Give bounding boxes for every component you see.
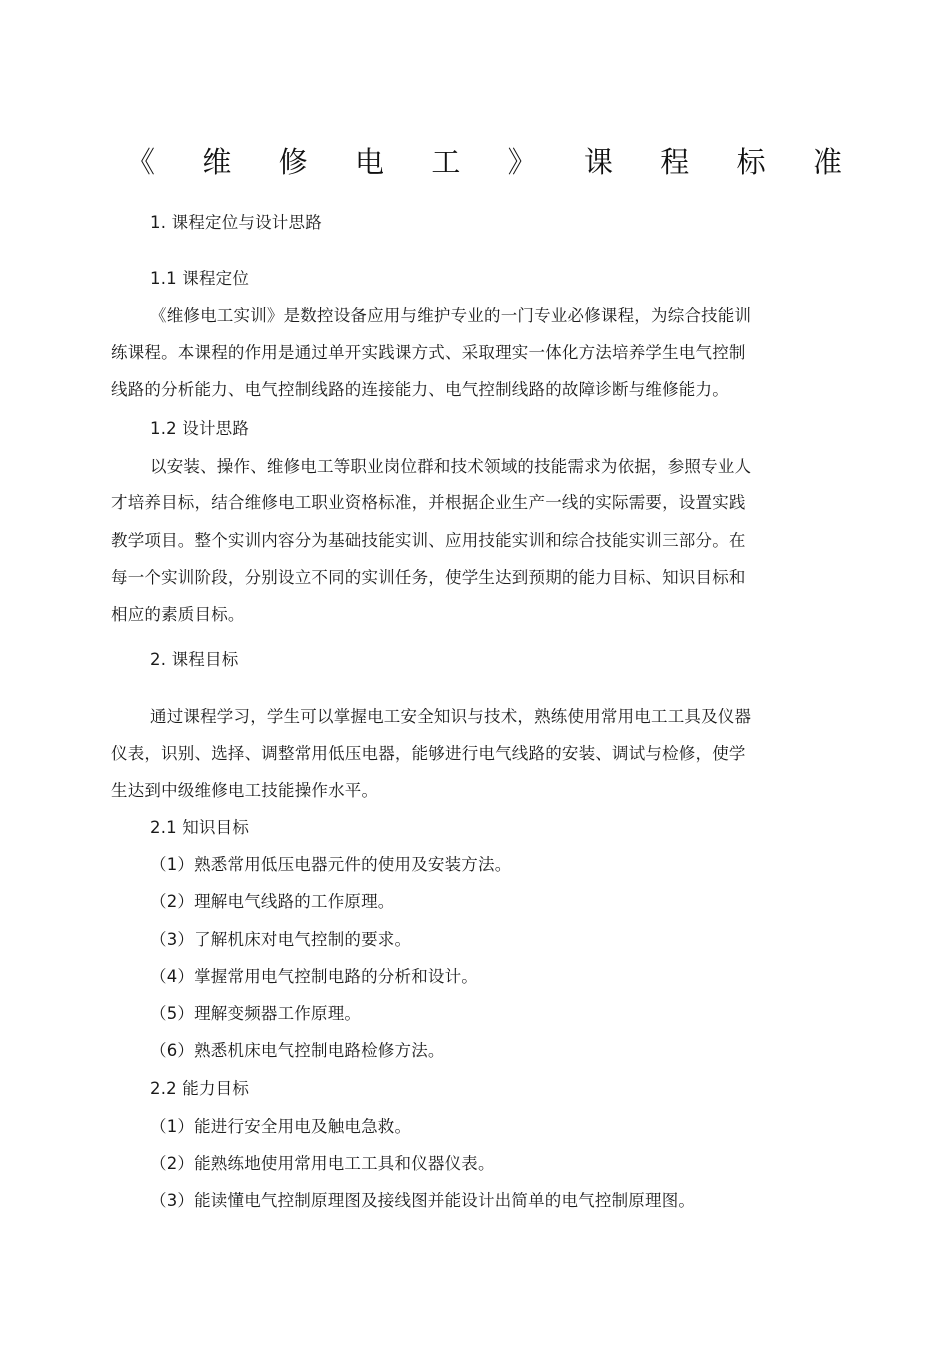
list-item: （1）熟悉常用低压电器元件的使用及安装方法。	[150, 855, 512, 874]
list-item: （2）能熟练地使用常用电工工具和仪器仪表。	[150, 1154, 495, 1173]
paragraph-line: 才培养目标，结合维修电工职业资格标准，并根据企业生产一线的实际需要，设置实践	[111, 493, 746, 512]
paragraph-line: 相应的素质目标。	[111, 605, 245, 624]
paragraph-line: 仪表，识别、选择、调整常用低压电器，能够进行电气线路的安装、调试与检修，使学	[111, 744, 746, 763]
paragraph-line: 每一个实训阶段，分别设立不同的实训任务，使学生达到预期的能力目标、知识目标和	[111, 568, 746, 587]
section-1-heading: 1. 课程定位与设计思路	[150, 213, 322, 232]
title-char: 》	[507, 145, 537, 179]
list-item: （6）熟悉机床电气控制电路检修方法。	[150, 1041, 445, 1060]
page-title	[126, 142, 842, 182]
list-item: （5）理解变频器工作原理。	[150, 1004, 362, 1023]
title-char: 准	[812, 145, 842, 179]
list-item: （4）掌握常用电气控制电路的分析和设计。	[150, 967, 478, 986]
title-char: 程	[660, 145, 690, 179]
title-char: 维	[202, 145, 232, 179]
section-1-1-heading: 1.1 课程定位	[150, 269, 250, 288]
section-2-1-heading: 2.1 知识目标	[150, 818, 250, 837]
paragraph-line: 线路的分析能力、电气控制线路的连接能力、电气控制线路的故障诊断与维修能力。	[111, 380, 729, 399]
list-item: （3）能读懂电气控制原理图及接线图并能设计出简单的电气控制原理图。	[150, 1191, 696, 1210]
title-char: 工	[431, 145, 461, 179]
title-char: 修	[278, 145, 308, 179]
section-2-2-heading: 2.2 能力目标	[150, 1079, 250, 1098]
list-item: （1）能进行安全用电及触电急救。	[150, 1117, 412, 1136]
paragraph-line: 教学项目。整个实训内容分为基础技能实训、应用技能实训和综合技能实训三部分。在	[111, 531, 746, 550]
paragraph-line: 《维修电工实训》是数控设备应用与维护专业的一门专业必修课程，为综合技能训	[150, 306, 752, 325]
title-char: 《	[126, 145, 156, 179]
paragraph-line: 通过课程学习，学生可以掌握电工安全知识与技术，熟练使用常用电工工具及仪器	[150, 707, 752, 726]
section-2-heading: 2. 课程目标	[150, 650, 239, 669]
paragraph-line: 以安装、操作、维修电工等职业岗位群和技术领域的技能需求为依据，参照专业人	[150, 457, 752, 476]
title-char: 课	[583, 145, 613, 179]
section-1-2-heading: 1.2 设计思路	[150, 419, 250, 438]
list-item: （3）了解机床对电气控制的要求。	[150, 930, 412, 949]
list-item: （2）理解电气线路的工作原理。	[150, 892, 395, 911]
paragraph-line: 练课程。本课程的作用是通过单开实践课方式、采取理实一体化方法培养学生电气控制	[111, 343, 746, 362]
paragraph-line: 生达到中级维修电工技能操作水平。	[111, 781, 379, 800]
title-char: 电	[354, 145, 384, 179]
title-char: 标	[736, 145, 766, 179]
